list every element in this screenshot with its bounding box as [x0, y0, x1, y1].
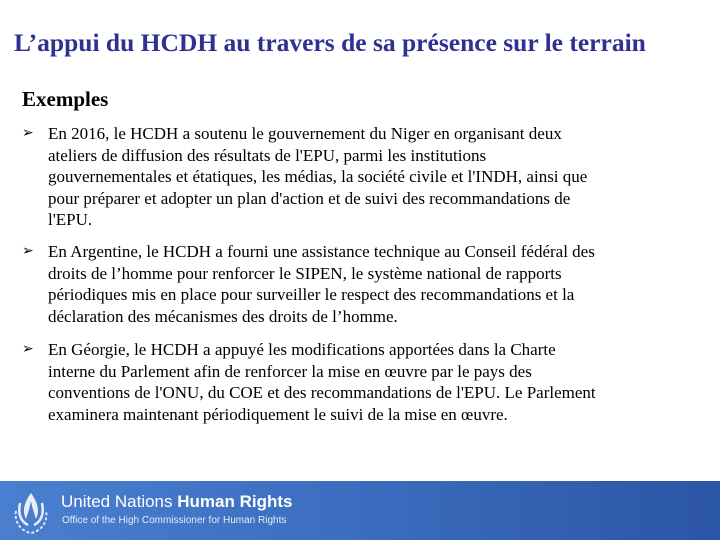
text-line: En 2016, le HCDH a soutenu le gouvernement du Niger en organisant deux: [48, 124, 562, 143]
text-line: interne du Parlement afin de renforcer la mise en œuvre par le pays des: [48, 361, 532, 381]
footer-office-name: Office of the High Commissioner for Human Rights: [62, 515, 287, 526]
bullet-item: [22, 241, 712, 327]
bullet-item: [22, 339, 712, 425]
text-line: pour préparer et adopter un plan d'action et de suivi des recommandations de: [48, 188, 571, 208]
text-line: En Argentine, le HCDH a fourni une assistance technique au Conseil fédéral des: [48, 242, 595, 261]
section-heading: Exemples: [22, 87, 109, 111]
text-line: périodiques mis en place pour surveiller le respect des recommandations et la: [48, 285, 575, 304]
text-line: droits de l’homme pour renforcer le SIPEN, le système national de rapports: [48, 263, 562, 283]
text-line: l'EPU.: [48, 210, 93, 229]
text-line: conventions de l'ONU, du COE et des recommandations de l'EPU. Le Parlement: [48, 383, 596, 402]
arrow-bullet-icon: ➢: [22, 125, 34, 141]
un-human-rights-logo-icon: [10, 489, 52, 535]
footer-org-name: United Nations Human Rights: [61, 492, 293, 511]
bullet-item: [22, 123, 712, 231]
text-line: gouvernementales et étatiques, les médias, la société civile et l'INDH, ainsi que: [48, 167, 588, 186]
text-line: examinera maintenant périodiquement le suivi de la mise en œuvre.: [48, 404, 508, 424]
slide-title: L’appui du HCDH au travers de sa présence sur le terrain: [14, 28, 646, 57]
footer-banner: [0, 481, 720, 540]
text-line: déclaration des mécanismes des droits de l’homme.: [48, 306, 398, 326]
text-line: ateliers de diffusion des résultats de l'EPU, parmi les institutions: [48, 145, 487, 165]
arrow-bullet-icon: ➢: [22, 243, 34, 259]
arrow-bullet-icon: ➢: [22, 341, 34, 357]
text-line: En Géorgie, le HCDH a appuyé les modifications apportées dans la Charte: [48, 340, 556, 359]
